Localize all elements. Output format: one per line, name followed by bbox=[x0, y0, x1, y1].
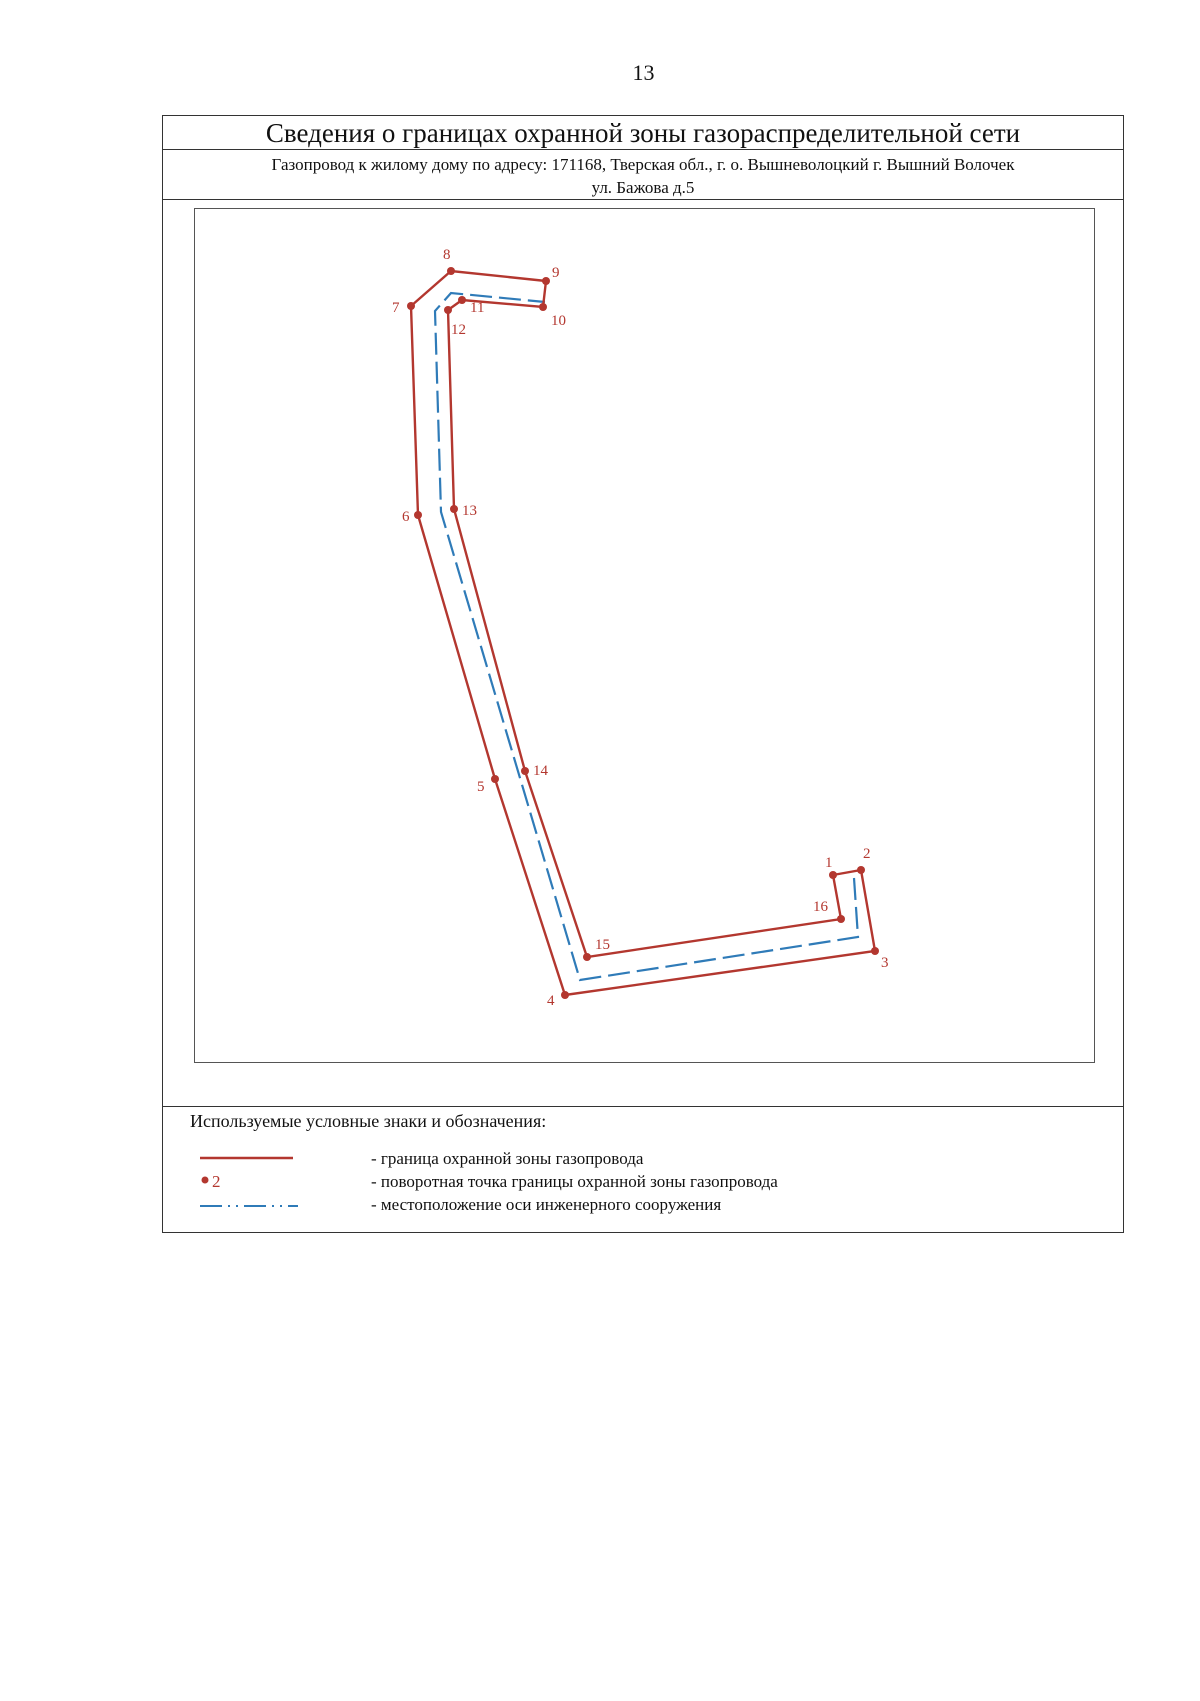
turning-point-4 bbox=[561, 991, 569, 999]
legend-text-point: - поворотная точка границы охранной зоны газопровода bbox=[371, 1172, 778, 1191]
turning-point-13 bbox=[450, 505, 458, 513]
map-area bbox=[194, 208, 1095, 1063]
turning-point-6 bbox=[414, 511, 422, 519]
turning-point-12 bbox=[444, 306, 452, 314]
turning-point-5 bbox=[491, 775, 499, 783]
boundary-line bbox=[411, 271, 875, 995]
point-label-10: 10 bbox=[551, 313, 566, 329]
point-label-6: 6 bbox=[402, 509, 410, 525]
turning-point-15 bbox=[583, 953, 591, 961]
point-label-11: 11 bbox=[470, 300, 485, 316]
subtitle-line-1: Газопровод к жилому дому по адресу: 171168, Тверская обл., г. о. Вышневолоцкий г. Вышний Волочек bbox=[271, 155, 1015, 174]
boundary-map bbox=[195, 209, 1094, 1062]
point-label-4: 4 bbox=[547, 993, 555, 1009]
legend-title: Используемые условные знаки и обозначения: bbox=[190, 1111, 547, 1131]
legend-text-boundary: - граница охранной зоны газопровода bbox=[371, 1149, 644, 1168]
document-subtitle bbox=[163, 150, 1123, 200]
point-label-12: 12 bbox=[451, 322, 466, 338]
subtitle-line-2: ул. Бажова д.5 bbox=[591, 178, 695, 197]
legend-text-axis: - местоположение оси инженерного сооружения bbox=[371, 1195, 722, 1214]
point-label-16: 16 bbox=[813, 899, 828, 915]
legend-item-point bbox=[163, 1171, 1123, 1193]
axis-line-icon bbox=[198, 1194, 298, 1216]
turning-point-11 bbox=[458, 296, 466, 304]
turning-point-2 bbox=[857, 866, 865, 874]
point-label-9: 9 bbox=[552, 265, 560, 281]
turning-point-1 bbox=[829, 871, 837, 879]
document-title: Сведения о границах охранной зоны газораспределительной сети bbox=[163, 116, 1123, 150]
turning-point-7 bbox=[407, 302, 415, 310]
point-label-14: 14 bbox=[533, 763, 548, 779]
point-label-2: 2 bbox=[863, 846, 871, 862]
point-label-8: 8 bbox=[443, 247, 451, 263]
point-label-1: 1 bbox=[825, 855, 833, 871]
point-label-7: 7 bbox=[392, 300, 400, 316]
point-label-13: 13 bbox=[462, 503, 477, 519]
axis-line bbox=[435, 293, 858, 980]
legend-point-sample-label: 2 bbox=[212, 1172, 221, 1191]
turning-point-14 bbox=[521, 767, 529, 775]
turning-point-10 bbox=[539, 303, 547, 311]
turning-point-3 bbox=[871, 947, 879, 955]
document-frame bbox=[162, 115, 1124, 1233]
turning-point-8 bbox=[447, 267, 455, 275]
turning-point-9 bbox=[542, 277, 550, 285]
point-label-5: 5 bbox=[477, 779, 485, 795]
legend-item-axis bbox=[163, 1194, 1123, 1216]
legend-item-boundary bbox=[163, 1148, 1123, 1170]
point-label-15: 15 bbox=[595, 937, 610, 953]
turning-point-16 bbox=[837, 915, 845, 923]
page-number: 13 bbox=[632, 60, 655, 85]
point-label-3: 3 bbox=[881, 955, 889, 971]
legend-divider bbox=[163, 1106, 1123, 1107]
boundary-line-icon bbox=[198, 1148, 298, 1170]
turning-point-icon bbox=[198, 1171, 298, 1193]
